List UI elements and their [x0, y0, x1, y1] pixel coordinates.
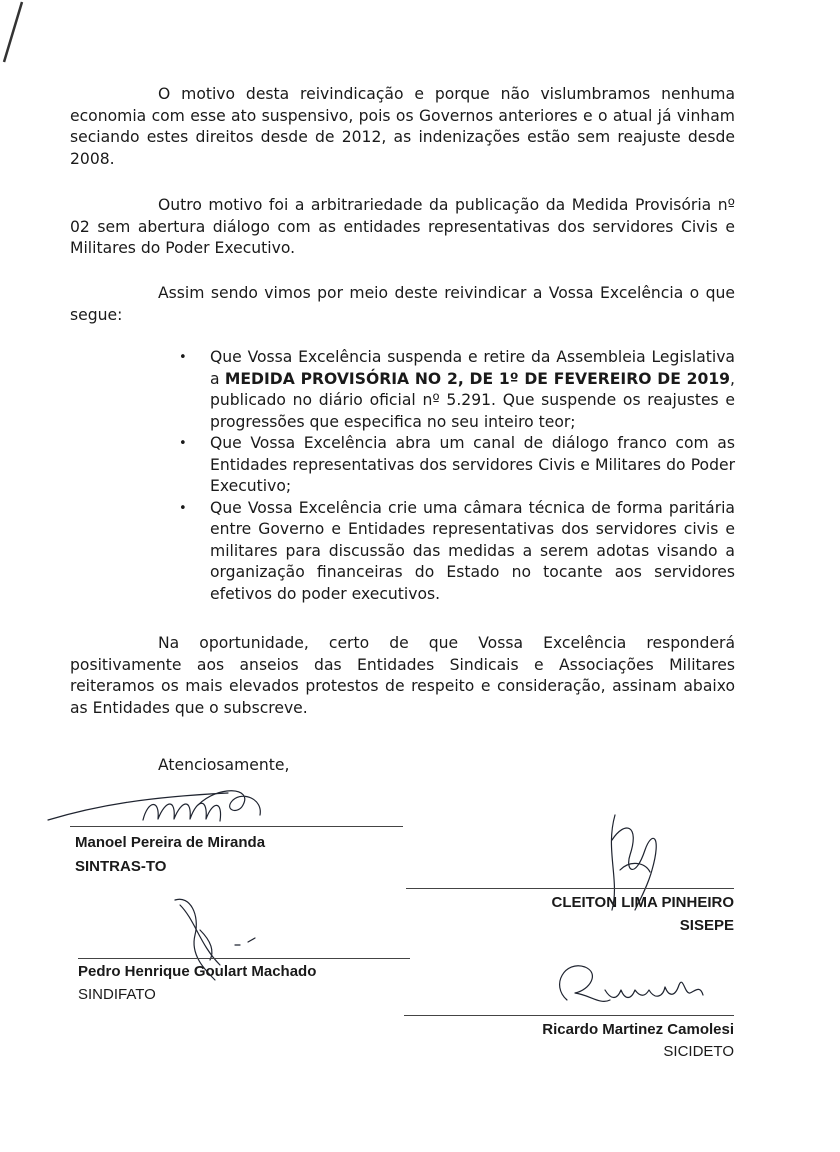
- demand-1-text-end: , publicado no diário oficial nº 5.291. Que suspende os reajustes e progressões que especifica no seu inteiro teor;: [210, 369, 735, 431]
- bullet-icon: •: [179, 350, 187, 365]
- demand-1-highlight: MEDIDA PROVISÓRIA NO 2, DE 1º DE FEVEREIRO DE 2019: [224, 369, 731, 388]
- demand-item-1: [175, 347, 735, 433]
- signatory-name: Ricardo Martinez Camolesi: [542, 1021, 734, 1038]
- paragraph-request-intro: [70, 283, 735, 326]
- demand-item-2: [175, 433, 735, 498]
- paragraph-second-reason-text: Outro motivo foi a arbitrariedade da publicação da Medida Provisória nº 02 sem abertura diálogo com as entidades representativas dos servidores Civis e Militares do Poder Executivo.: [70, 196, 735, 257]
- paragraph-reason: [70, 84, 735, 170]
- signatory-name: CLEITON LIMA PINHEIRO: [551, 894, 734, 911]
- paragraph-closing-remarks: [70, 633, 735, 719]
- scan-edge-mark: [0, 0, 30, 70]
- paragraph-reason-text: O motivo desta reivindicação e porque não vislumbramos nenhuma economia com esse ato suspensivo, pois os Governos anteriores e o atual já vinham seciando estes direitos desde de 2012, as indenizações estão sem reajuste desde 2008.: [70, 85, 735, 168]
- paragraph-second-reason: [70, 195, 735, 260]
- demand-3-text: Que Vossa Excelência crie uma câmara técnica de forma paritária entre Governo e Entidades representativas dos servidores civis e militares para discussão das medidas a serem adotas visando a organização financeiras do Estado no tocante aos servidores efetivos do poder executivos.: [210, 498, 735, 603]
- signatory-name: Manoel Pereira de Miranda: [75, 834, 266, 851]
- signatory-org: SINDIFATO: [78, 986, 156, 1003]
- demand-item-3: [175, 498, 735, 606]
- closing-salutation: Atenciosamente,: [158, 756, 290, 774]
- paragraph-closing-remarks-text: Na oportunidade, certo de que Vossa Excelência responderá positivamente aos anseios das Entidades Sindicais e Associações Militares reiteramos os mais elevados protestos de respeito e consideração, assinam abaixo as Entidades que o subscreve.: [70, 634, 735, 717]
- signature-line: [78, 958, 410, 959]
- demands-list: [175, 347, 735, 605]
- signatory-org: SISEPE: [679, 917, 734, 934]
- signatory-name: Pedro Henrique Goulart Machado: [78, 963, 317, 980]
- bullet-icon: •: [179, 500, 187, 516]
- signatory-org: SINTRAS-TO: [75, 858, 167, 875]
- paragraph-request-intro-text: Assim sendo vimos por meio deste reivindicar a Vossa Excelência o que segue:: [70, 284, 735, 324]
- signatory-org: SICIDETO: [663, 1043, 734, 1060]
- signature-drawing: [545, 955, 715, 1015]
- signature-line: [404, 1015, 734, 1016]
- signature-line: [70, 826, 403, 827]
- bullet-icon: •: [179, 436, 187, 451]
- signature-line: [406, 888, 734, 889]
- demand-2-text: Que Vossa Excelência abra um canal de diálogo franco com as Entidades representativas dos servidores Civis e Militares do Poder Executivo;: [210, 434, 735, 495]
- demand-1-text-start: Que Vossa Excelência suspenda e retire da Assembleia Legislativa a: [210, 348, 735, 388]
